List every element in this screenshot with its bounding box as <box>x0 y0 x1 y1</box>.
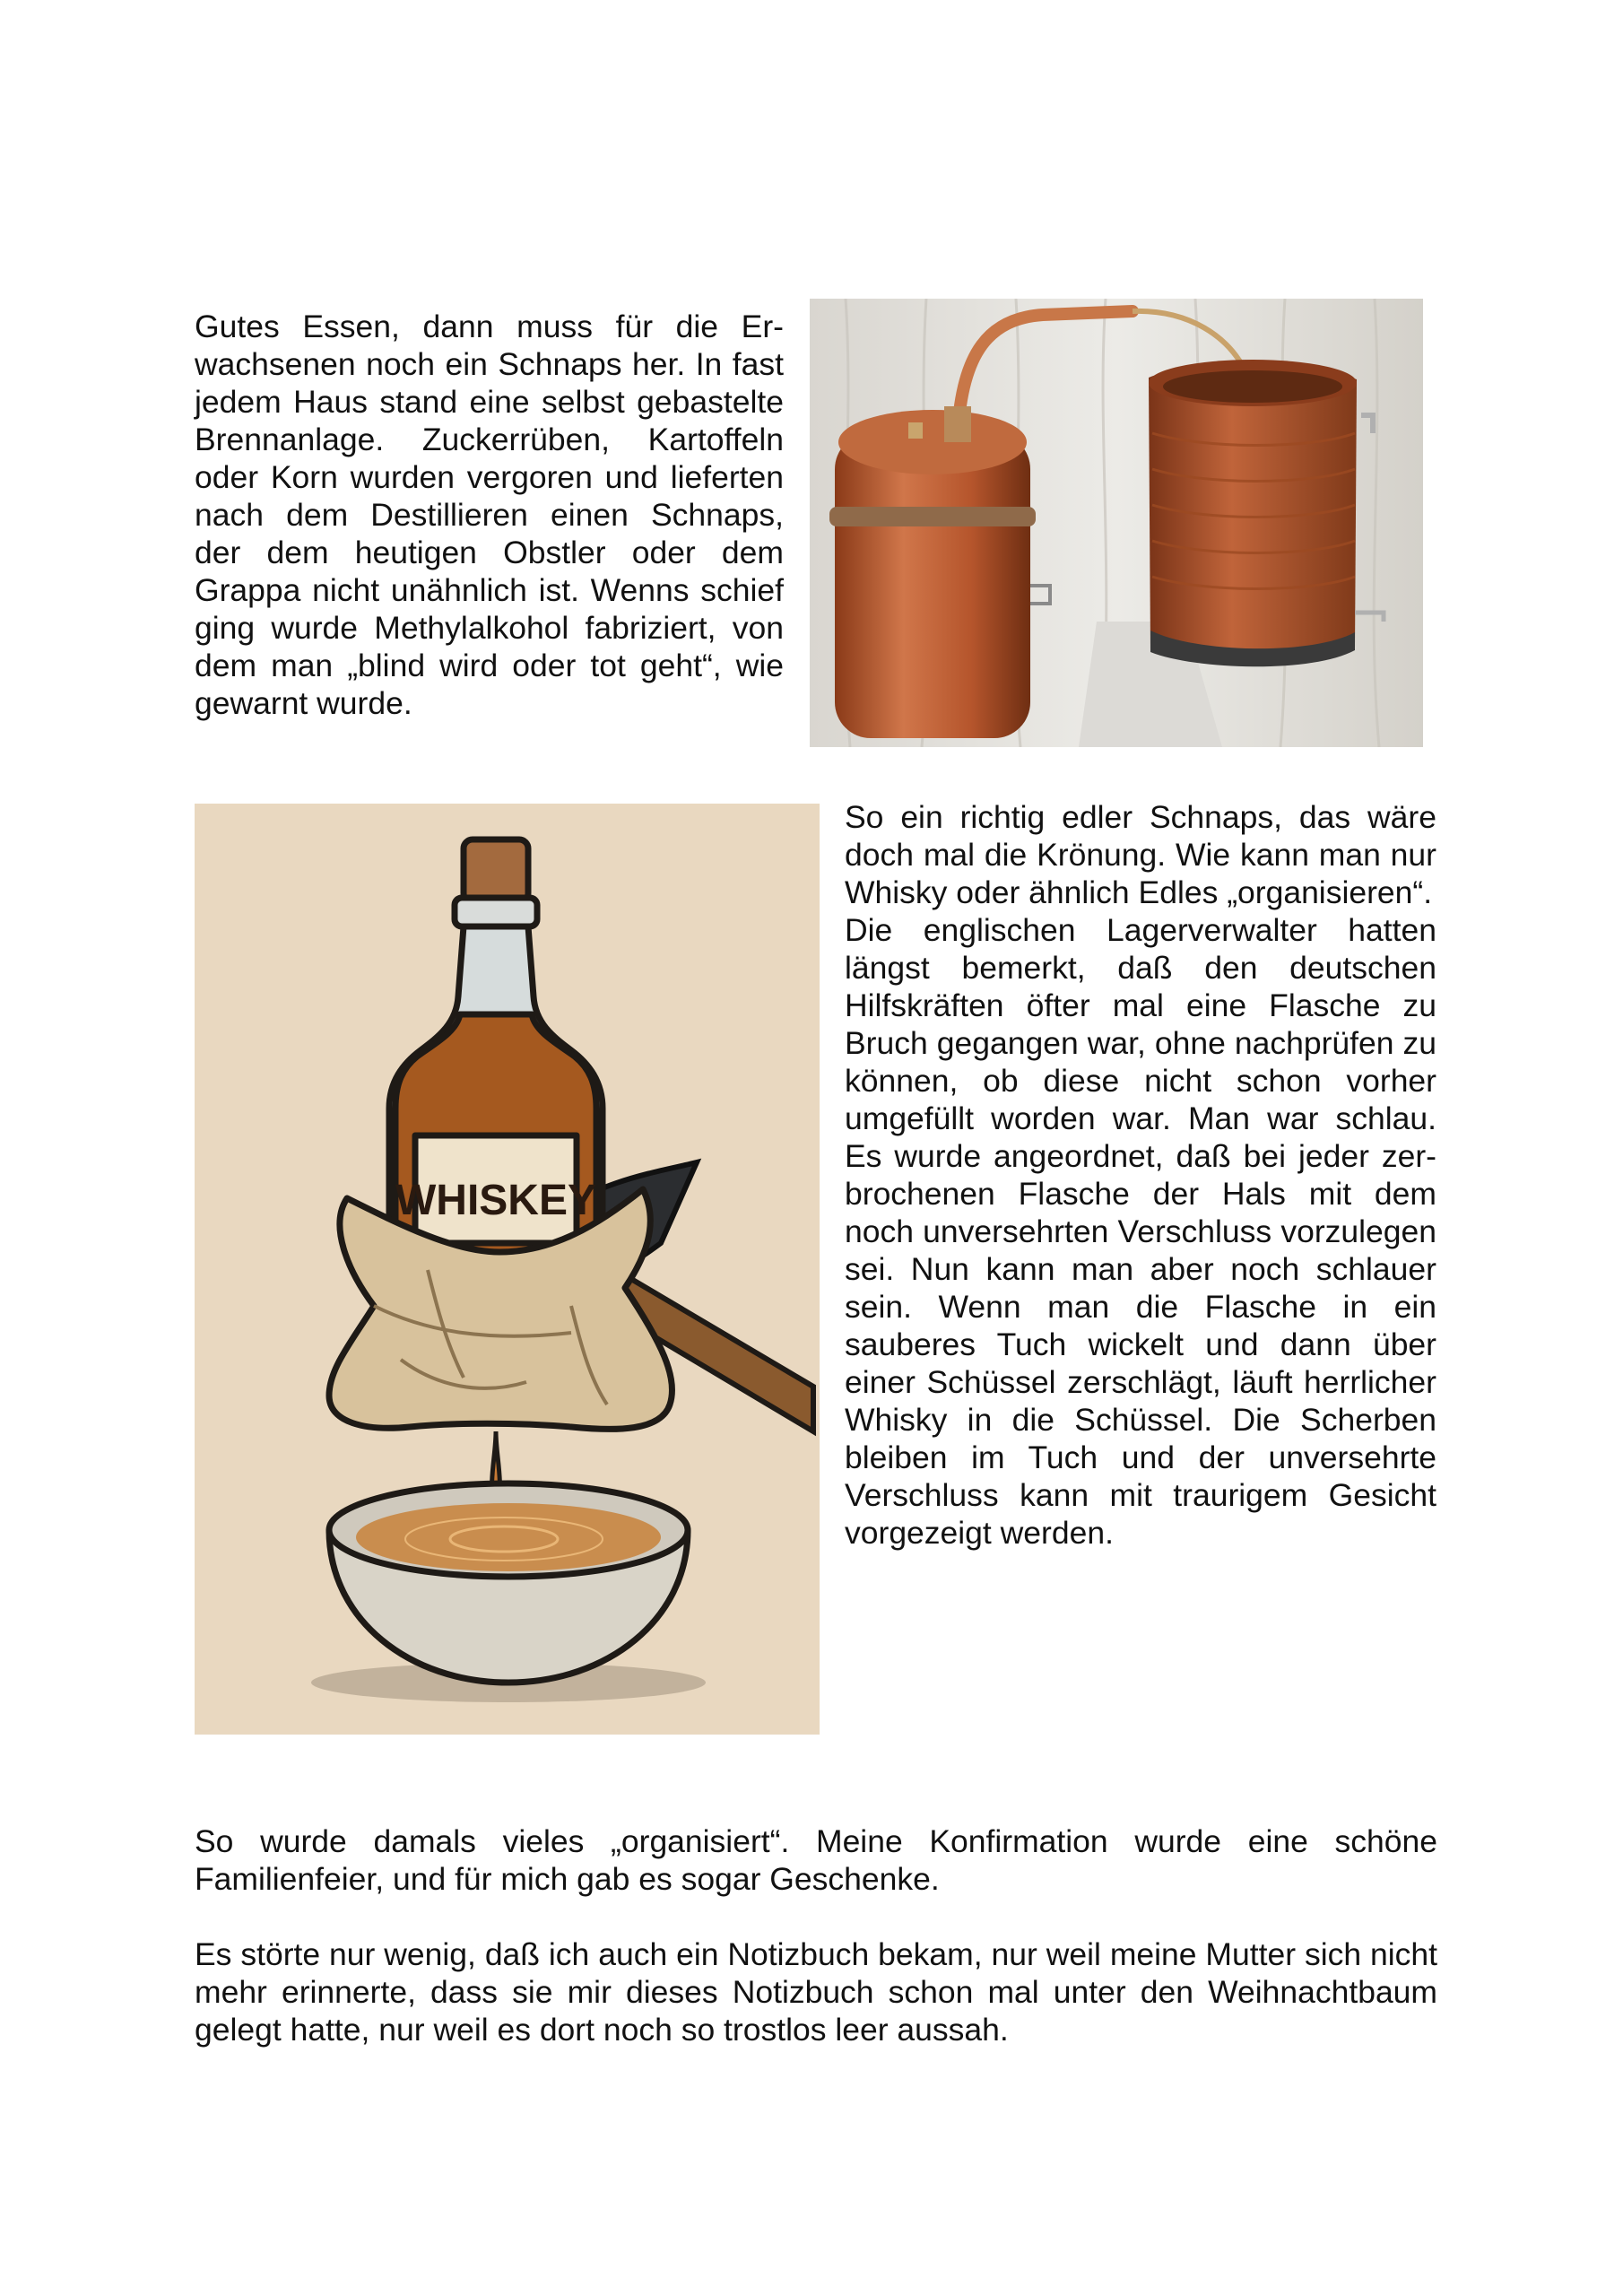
paragraph-text: Es störte nur wenig, daß ich auch ein Notizbuch bekam, nur weil meine Mutter sich nicht mehr erinnerte, dass sie mir dieses Notizbuch schon mal unter den Weihnachtbaum gelegt hatte, nur weil es dort noch so trostlos leer aussah. <box>195 1936 1437 2048</box>
copper-still-photo <box>810 299 1423 747</box>
paragraph-notebook <box>195 1935 1437 2048</box>
paragraph-distilling <box>195 308 784 722</box>
paragraph-whisky <box>845 798 1436 1552</box>
whiskey-bottle-illustration <box>195 804 820 1735</box>
paragraph-text: So wurde damals vieles „organisiert“. Meine Konfirmation wurde eine schöne Familienfeier, und für mich gab es sogar Geschenke. <box>195 1823 1437 1897</box>
paragraph-confirmation <box>195 1822 1437 1898</box>
paragraph-text-intro: So ein richtig edler Schnaps, das wäre doch mal die Krönung. Wie kann man nur Whisky oder ähnlich Edles „organisieren“. <box>845 799 1436 910</box>
paragraph-text-story: Die englischen Lagerverwalter hatten längst bemerkt, daß den deutschen Hilfskräften öfter mal eine Flasche zu Bruch gegangen war, ohne nachprüfen zu können, ob diese nicht schon vorher umgefüllt worden war. Man war schlau. Es wurde angeordnet, daß bei jeder zerbrochenen Flasche der Hals mit dem noch unversehrten Verschluss vorzulegen sei. Nun kann man aber noch schlauer sein. Wenn man die Flasche in ein sauberes Tuch wickelt und dann über einer Schüssel zerschlägt, läuft herrlicher Whisky in die Schüssel. Die Scherben bleiben im Tuch und der unversehrte Verschluss kann mit traurigem Gesicht vorgezeigt werden. <box>845 912 1436 1551</box>
bottle-label: WHISKEY <box>395 1177 597 1224</box>
whiskey-drawing <box>195 804 820 1735</box>
copper-still-drawing <box>810 299 1423 747</box>
paragraph-text: Gutes Essen, dann muss für die Erwachsenen noch ein Schnaps her. In fast jedem Haus stand eine selbst gebastelte Brennanlage. Zuckerrüben, Kartoffeln oder Korn wurden vergoren und lieferten nach dem Destillieren einen Schnaps, der dem heutigen Obstler oder dem Grappa nicht unähnlich ist. Wenns schief ging wurde Methylalkohol fabriziert, von dem man „blind wird oder tot geht“, wie gewarnt wurde. <box>195 309 784 721</box>
